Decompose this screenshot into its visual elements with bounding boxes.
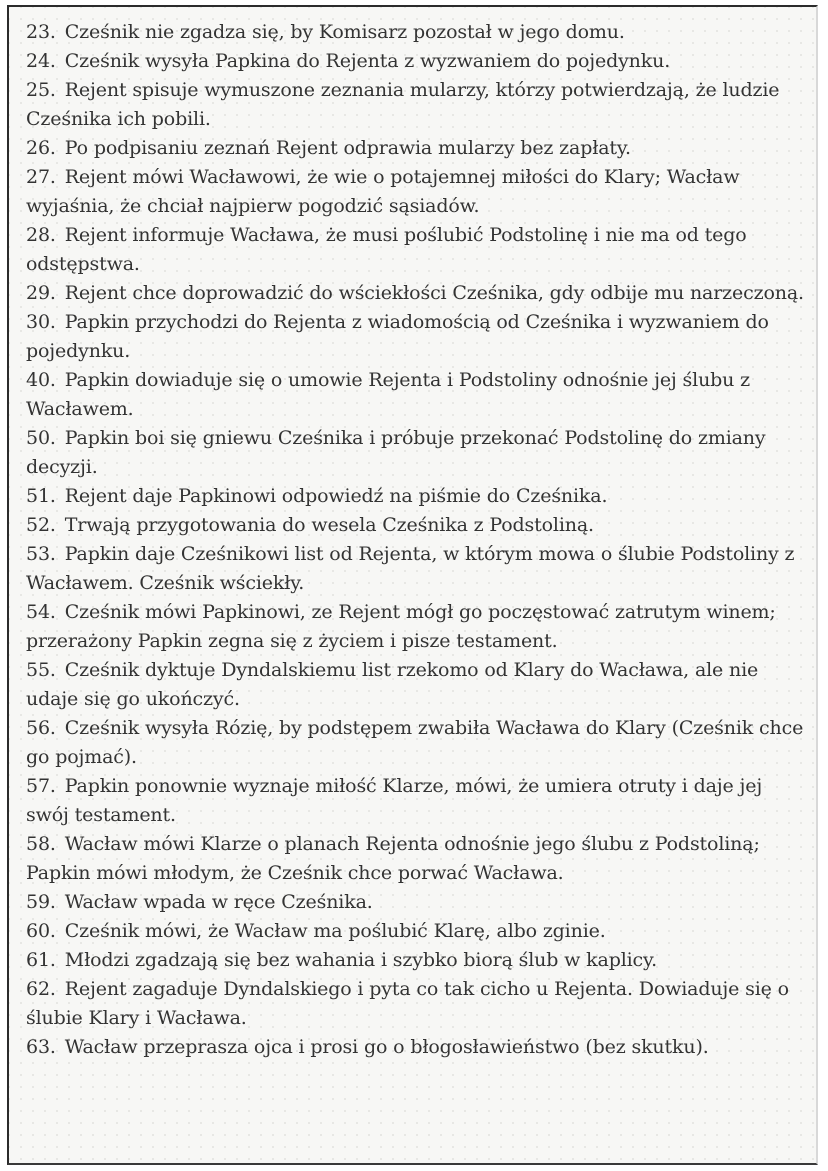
list-item: [26, 424, 806, 482]
list-item: [26, 946, 806, 975]
item-number: 54.: [26, 601, 56, 623]
item-text: Rejent mówi Wacławowi, że wie o potajemnej miłości do Klary; Wacław wyjaśnia, że chciał najpierw pogodzić sąsiadów.: [26, 166, 740, 217]
item-number: 52.: [26, 514, 56, 536]
list-item: [26, 714, 806, 772]
item-text: Papkin ponownie wyznaje miłość Klarze, mówi, że umiera otruty i daje jej swój testament.: [26, 775, 763, 826]
list-item: [26, 656, 806, 714]
item-number: 50.: [26, 427, 56, 449]
item-text: Młodzi zgadzają się bez wahania i szybko biorą ślub w kaplicy.: [64, 949, 657, 971]
plot-event-list: [9, 7, 816, 1062]
list-item: [26, 598, 806, 656]
item-text: Po podpisaniu zeznań Rejent odprawia mularzy bez zapłaty.: [64, 137, 631, 159]
item-text: Rejent informuje Wacława, że musi poślubić Podstolinę i nie ma od tego odstępstwa.: [26, 224, 747, 275]
item-text: Cześnik mówi Papkinowi, ze Rejent mógł go poczęstować zatrutym winem; przerażony Papkin zegna się z życiem i pisze testament.: [26, 601, 776, 652]
item-text: Cześnik dyktuje Dyndalskiemu list rzekomo od Klary do Wacława, ale nie udaje się go ukończyć.: [26, 659, 759, 710]
list-item: [26, 830, 806, 888]
document-page: [7, 5, 818, 1165]
item-number: 62.: [26, 978, 56, 1000]
item-number: 63.: [26, 1036, 56, 1058]
list-item: [26, 163, 806, 221]
item-number: 59.: [26, 891, 56, 913]
item-text: Wacław wpada w ręce Cześnika.: [64, 891, 373, 913]
item-text: Papkin boi się gniewu Cześnika i próbuje przekonać Podstolinę do zmiany decyzji.: [26, 427, 766, 478]
item-text: Trwają przygotowania do wesela Cześnika z Podstoliną.: [64, 514, 594, 536]
item-number: 57.: [26, 775, 56, 797]
item-text: Papkin dowiaduje się o umowie Rejenta i Podstoliny odnośnie jej ślubu z Wacławem.: [26, 369, 751, 420]
list-item: [26, 308, 806, 366]
item-text: Cześnik wysyła Papkina do Rejenta z wyzwaniem do pojedynku.: [64, 50, 671, 72]
item-number: 24.: [26, 50, 56, 72]
item-number: 30.: [26, 311, 56, 333]
item-number: 58.: [26, 833, 56, 855]
item-number: 28.: [26, 224, 56, 246]
item-text: Rejent chce doprowadzić do wściekłości Cześnika, gdy odbije mu narzeczoną.: [64, 282, 804, 304]
item-number: 56.: [26, 717, 56, 739]
item-text: Rejent zagaduje Dyndalskiego i pyta co tak cicho u Rejenta. Dowiaduje się o ślubie Klary i Wacława.: [26, 978, 789, 1029]
list-item: [26, 18, 806, 47]
item-number: 60.: [26, 920, 56, 942]
list-item: [26, 482, 806, 511]
list-item: [26, 888, 806, 917]
list-item: [26, 772, 806, 830]
item-number: 26.: [26, 137, 56, 159]
list-item: [26, 540, 806, 598]
item-text: Cześnik wysyła Rózię, by podstępem zwabiła Wacława do Klary (Cześnik chce go pojmać).: [26, 717, 804, 768]
item-number: 27.: [26, 166, 56, 188]
item-number: 55.: [26, 659, 56, 681]
item-text: Rejent daje Papkinowi odpowiedź na piśmie do Cześnika.: [64, 485, 608, 507]
item-number: 51.: [26, 485, 56, 507]
item-text: Papkin daje Cześnikowi list od Rejenta, w którym mowa o ślubie Podstoliny z Wacławem. Cześnik wściekły.: [26, 543, 795, 594]
list-item: [26, 511, 806, 540]
item-number: 53.: [26, 543, 56, 565]
list-item: [26, 134, 806, 163]
list-item: [26, 76, 806, 134]
list-item: [26, 366, 806, 424]
item-number: 25.: [26, 79, 56, 101]
list-item: [26, 1033, 806, 1062]
item-number: 29.: [26, 282, 56, 304]
list-item: [26, 279, 806, 308]
item-text: Cześnik nie zgadza się, by Komisarz pozostał w jego domu.: [64, 21, 625, 43]
item-text: Rejent spisuje wymuszone zeznania mularzy, którzy potwierdzają, że ludzie Cześnika ich pobili.: [26, 79, 780, 130]
item-number: 23.: [26, 21, 56, 43]
list-item: [26, 221, 806, 279]
item-number: 40.: [26, 369, 56, 391]
list-item: [26, 975, 806, 1033]
item-text: Wacław przeprasza ojca i prosi go o błogosławieństwo (bez skutku).: [64, 1036, 709, 1058]
list-item: [26, 47, 806, 76]
item-text: Wacław mówi Klarze o planach Rejenta odnośnie jego ślubu z Podstoliną; Papkin mówi młodym, że Cześnik chce porwać Wacława.: [26, 833, 760, 884]
item-text: Cześnik mówi, że Wacław ma poślubić Klarę, albo zginie.: [64, 920, 606, 942]
item-number: 61.: [26, 949, 56, 971]
list-item: [26, 917, 806, 946]
item-text: Papkin przychodzi do Rejenta z wiadomością od Cześnika i wyzwaniem do pojedynku.: [26, 311, 769, 362]
